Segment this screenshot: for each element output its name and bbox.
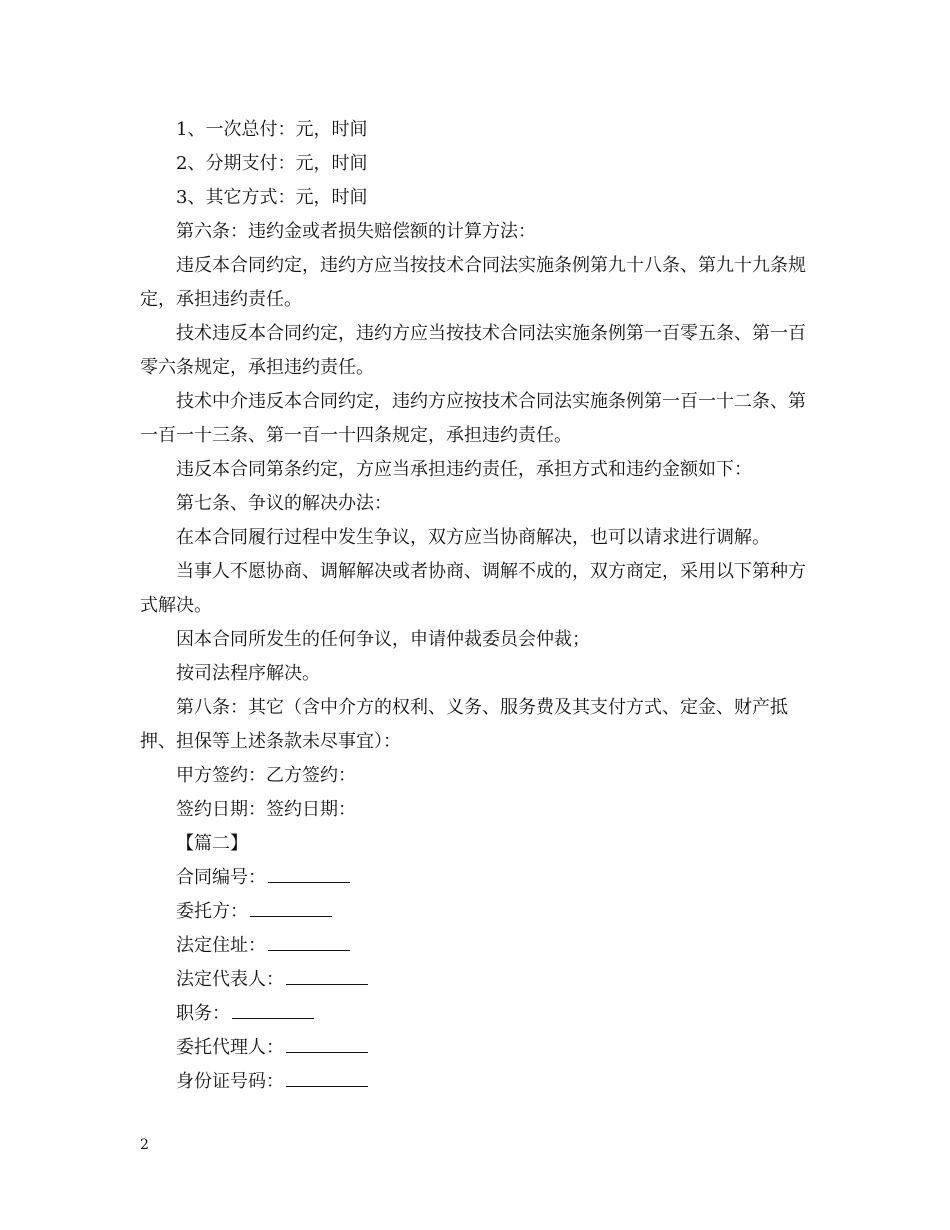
field-label: 法定代表人： xyxy=(176,969,284,990)
fill-in-blank xyxy=(268,868,350,883)
field-label: 职务： xyxy=(176,1003,230,1024)
fill-in-blank xyxy=(250,902,332,917)
fill-in-blank xyxy=(232,1004,314,1019)
article-7-clause-1: 在本合同履行过程中发生争议，双方应当协商解决，也可以请求进行调解。 xyxy=(176,527,770,548)
field-entrusting-party xyxy=(140,895,812,929)
field-label: 委托代理人： xyxy=(176,1037,284,1058)
document-body xyxy=(140,113,812,1099)
fill-in-blank xyxy=(286,970,368,985)
field-legal-representative xyxy=(140,963,812,997)
field-label: 法定住址： xyxy=(176,935,266,956)
article-7-option-judicial: 按司法程序解决。 xyxy=(176,663,320,684)
article-7-option-arbitration: 因本合同所发生的任何争议，申请仲裁委员会仲裁； xyxy=(176,629,590,650)
page-number: 2 xyxy=(140,1137,149,1153)
article-6-heading: 第六条：违约金或者损失赔偿额的计算方法： xyxy=(176,221,536,242)
field-authorized-agent xyxy=(140,1031,812,1065)
payment-option-3: 3、其它方式：元，时间 xyxy=(176,187,368,208)
article-7-clause-2: 当事人不愿协商、调解解决或者协商、调解不成的，双方商定，采用以下第种方式解决。 xyxy=(140,561,806,616)
article-6-clause-2: 技术违反本合同约定，违约方应当按技术合同法实施条例第一百零五条、第一百零六条规定，承担违约责任。 xyxy=(140,323,806,378)
signature-line: 甲方签约：乙方签约： xyxy=(176,765,356,786)
payment-option-2: 2、分期支付：元，时间 xyxy=(176,153,368,174)
field-id-number xyxy=(140,1065,812,1099)
field-position xyxy=(140,997,812,1031)
section-heading-part-two: 【篇二】 xyxy=(176,833,248,854)
fill-in-blank xyxy=(268,936,350,951)
field-label: 委托方： xyxy=(176,901,248,922)
article-6-clause-1: 违反本合同约定，违约方应当按技术合同法实施条例第九十八条、第九十九条规定，承担违约责任。 xyxy=(140,255,806,310)
signing-date-line: 签约日期：签约日期： xyxy=(176,799,356,820)
article-7-heading: 第七条、争议的解决办法： xyxy=(176,493,392,514)
article-8-clause: 第八条：其它（含中介方的权利、义务、服务费及其支付方式、定金、财产抵押、担保等上述条款未尽事宜）： xyxy=(140,697,788,752)
field-legal-address xyxy=(140,929,812,963)
article-6-clause-4: 违反本合同第条约定，方应当承担违约责任，承担方式和违约金额如下： xyxy=(176,459,752,480)
fill-in-blank xyxy=(286,1072,368,1087)
field-label: 身份证号码： xyxy=(176,1071,284,1092)
article-6-clause-3: 技术中介违反本合同约定，违约方应按技术合同法实施条例第一百一十二条、第一百一十三条、第一百一十四条规定，承担违约责任。 xyxy=(140,391,806,446)
fill-in-blank xyxy=(286,1038,368,1053)
payment-option-1: 1、一次总付：元，时间 xyxy=(176,119,368,140)
field-label: 合同编号： xyxy=(176,867,266,888)
field-contract-number xyxy=(140,861,812,895)
